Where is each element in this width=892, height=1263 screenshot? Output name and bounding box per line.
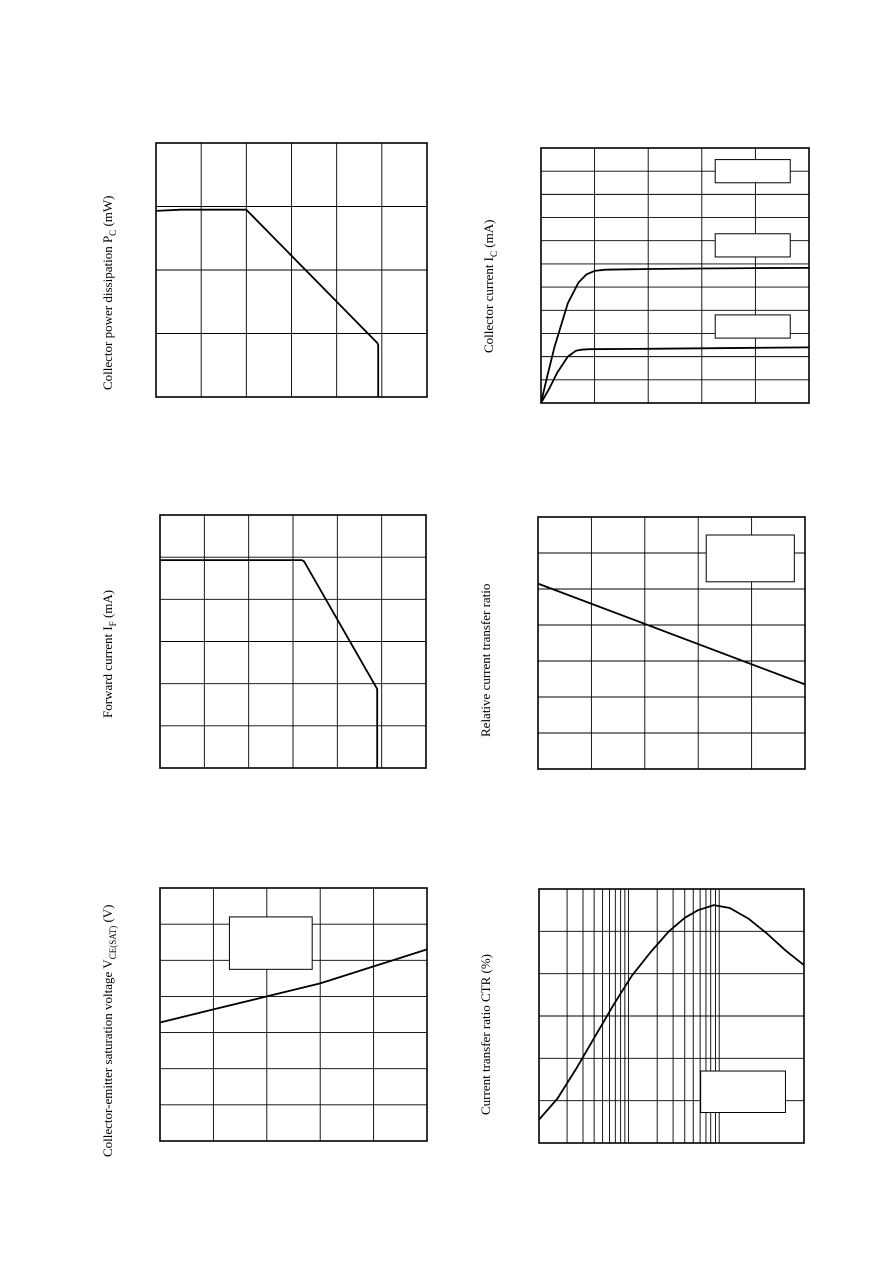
series-line-1 xyxy=(160,560,377,768)
plot-forward-current xyxy=(160,515,426,768)
ylabel-collector-power: Collector power dissipation $P_C$ (mW) xyxy=(100,195,118,390)
chart-collector-current xyxy=(481,148,809,403)
ylabel-relative-ctr: Relative current transfer ratio xyxy=(478,583,493,737)
plot-collector-power xyxy=(156,143,427,397)
plot-vce-sat xyxy=(160,888,427,1141)
condition-box xyxy=(715,160,790,183)
ylabel-forward-current: Forward current $I_F$ (mA) xyxy=(100,589,118,718)
chart-relative-ctr xyxy=(478,517,805,769)
condition-box xyxy=(715,234,790,257)
condition-box xyxy=(706,535,794,582)
plot-ctr xyxy=(539,889,804,1143)
plot-collector-current xyxy=(541,148,809,403)
condition-box xyxy=(229,917,312,969)
chart-ctr xyxy=(478,889,804,1143)
series-line-2 xyxy=(541,347,809,403)
plot-frame xyxy=(541,148,809,403)
ylabel-ctr: Current transfer ratio CTR (%) xyxy=(478,953,493,1115)
condition-box xyxy=(701,1071,786,1112)
series-line-1 xyxy=(538,584,805,685)
ylabel-vce-sat: Collector-emitter saturation voltage $V_{CE(SAT)}$ (V) xyxy=(100,904,118,1157)
chart-collector-power xyxy=(100,143,427,397)
chart-vce-sat xyxy=(100,888,427,1157)
ylabel-collector-current: Collector current $I_C$ (mA) xyxy=(481,219,499,353)
chart-forward-current xyxy=(100,515,426,768)
condition-box xyxy=(715,315,790,338)
series-line-1 xyxy=(156,210,378,397)
plot-relative-ctr xyxy=(538,517,805,769)
